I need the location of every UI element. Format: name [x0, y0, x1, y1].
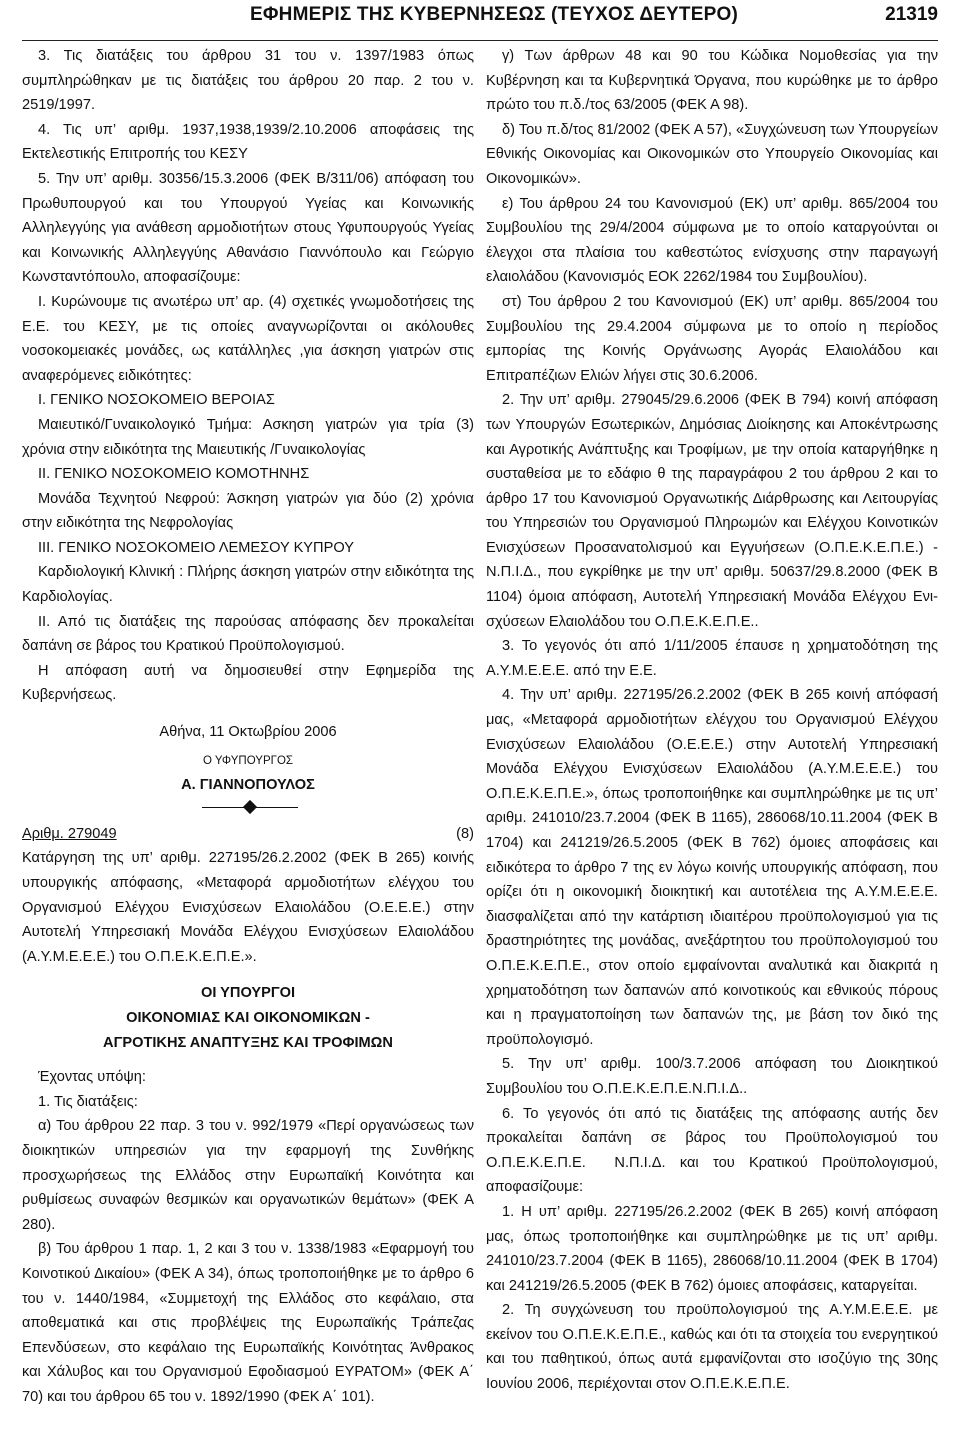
signature-name: Α. ΓΙΑΝΝΟΠΟΥΛΟΣ [181, 777, 315, 794]
signature-role: Ο ΥΦΥΠΟΥΡΓΟΣ [202, 754, 294, 767]
paragraph: 4. Την υπ’ αριθμ. 227195/26.2.2002 (ΦΕΚ Β 265 κοινή απόφασή μας, «Μεταφορά αρμοδιοτήτων ελέγχου του Οργανισμού Ελέγχου Ενισχύσεων Ελαιολάδου (Ο.Ε.Ε.Ε.) στην Αυτοτελή Υπηρεσιακή Μονάδα Ελέγχου Ενισχύσεων Ελαιολάδου (Α.Υ.Μ.Ε.Ε.Ε.) του Ο.Π.Ε.Κ.Ε.Π.Ε.», όπως τροποποιήθηκε και συμπληρώθηκε με τις υπ’ αριθμ. 241010/23.7.2004 (ΦΕΚ Β 1165), 286068/10.11.2004 (ΦΕΚ Β 1704) και 241219/26.5.2005 (ΦΕΚ Β 762) όμοιες αποφάσεις και ειδικότερα το άρθρο 7 της εν λόγω κοινής υπουργικής απόφαση, που ορίζει ότι η οικονομική διοικητική και αυτοτέλεια της Α.Υ.Μ.Ε.Ε.Ε. διασφαλίζεται από την κατάρτιση ιδιαιτέρου προϋπολογισμού για τις δραστηριότητες της μονάδας, ανεξάρτητου του προϋπολογισμού του Ο.Π.Ε.Κ.Ε.Π.Ε., στον οποίο εμφαίνονται αναλυτικά και διακριτά η χρηματοδότηση των δαπανών από κοινοτικούς και εθνικούς πόρους και η πραγματοποίηση των δαπανών της, με βάση τον δικό της προϋπολογισμό. [486, 687, 938, 1048]
ministers-heading-3: ΑΓΡΟΤΙΚΗΣ ΑΝΑΠΤΥΞΗΣ ΚΑΙ ΤΡΟΦΙΜΩΝ [103, 1034, 393, 1051]
hospital-heading: Ι. ΓΕΝΙΚΟ ΝΟΣΟΚΟΜΕΙΟ ΒΕΡΟΙΑΣ [38, 392, 275, 409]
paragraph: δ) Του π.δ/τος 81/2002 (ΦΕΚ Α 57), «Συγχώνευση των Υπουργείων Εθνικής Οικονομίας και Οικονομικών στο Υπουργείο Οικονομίας και Οικονομικών». [486, 121, 938, 187]
paragraph: Μαιευτικό/Γυναικολογικό Τμήμα: Ασκηση γιατρών για τρία (3) χρόνια στην ειδικότητα της Μαιευτικής /Γυναικολογίας [22, 416, 474, 458]
paragraph: 5. Την υπ’ αριθμ. 30356/15.3.2006 (ΦΕΚ Β/311/06) απόφαση του Πρωθυπουργού και του Υπουργού Υγείας και Κοινωνικής Αλληλεγγύης για ανάθεση αρμοδιοτήτων στους Υφυπουργούς Υγείας και Κοινωνικής Αλληλεγγύης Αθανάσιο Γιαννόπουλο και Γεώργιο Κωνσταντόπουλο, αποφασίζουμε: [22, 170, 474, 286]
paragraph: 1. Τις διατάξεις: [38, 1093, 138, 1110]
page-header [22, 0, 938, 41]
signature-place-date: Αθήνα, 11 Οκτωβρίου 2006 [159, 724, 337, 741]
considering: Έχοντας υπόψη: [38, 1069, 146, 1086]
paragraph: 1. Η υπ’ αριθμ. 227195/26.2.2002 (ΦΕΚ Β 265) κοινή απόφαση μας, όπως τροποποιήθηκε και συμπληρώθηκε με τις υπ’ αριθμ. 241010/23.7.2004 (ΦΕΚ Β 1165), 286068/10.11.2004 (ΦΕΚ Β 1704) και 241219/26.5.2005 (ΦΕΚ Β 762) όμοιες αποφάσεις, καταργείται. [486, 1203, 938, 1294]
paragraph: Ι. Κυρώνουμε τις ανωτέρω υπ’ αρ. (4) σχετικές γνωμοδοτήσεις της Ε.Ε. του ΚΕΣΥ, με τις οποίες αναγνωρίζονται οι ακόλουθες νοσοκομειακές μονάδες, ως κατάλληλες ,για άσκηση γιατρών στις αναφερόμενες ειδικότητες: [22, 293, 474, 384]
left-column [22, 44, 474, 1409]
paragraph: ΙΙ. Από τις διατάξεις της παρούσας απόφασης δεν προκαλείται δαπάνη σε βάρος του Κρατικού Προϋπολογισμού. [22, 613, 474, 655]
hospital-heading: ΙΙΙ. ΓΕΝΙΚΟ ΝΟΣΟΚΟΜΕΙΟ ΛΕΜΕΣΟΥ ΚΥΠΡΟΥ [38, 539, 354, 556]
diamond-icon [243, 800, 257, 814]
paragraph: 2. Την υπ’ αριθμ. 279045/29.6.2006 (ΦΕΚ Β 794) κοινή απόφαση των Υπουργών Εσωτερικών, Δημόσιας Διοίκησης και Αποκέντρωσης και Αγροτικής Ανάπτυξης και Τροφίμων, με την οποία καταργήθηκε η συσταθείσα με το εδάφιο θ της παραγράφου 2 του άρθρου 2 και το άρθρο 17 του Κανονισμού Οργανωτικής Διάρθρωσης και Λειτουργίας του Υπηρεσιών του Οργανισμού Πληρωμών και Ελέγχου Κοινοτικών Ενισχύσεων Προσανατολισμού και Εγγυήσεων (Ο.Π.Ε.Κ.Ε.Π.Ε.) Ν.Π.Ι.Δ., που εγκρίθηκε με την υπ’ αριθμ. 50637/29.8.2000 (ΦΕΚ Β 1104) όμοια απόφαση, Αυτοτελή Υπηρεσιακή Μονάδα Ελέγχου Ενισχύσεων Ελαιολάδου του Ο.Π.Ε.Κ.Ε.Π.Ε.. [486, 392, 938, 630]
paragraph: 2. Τη συγχώνευση του προϋπολογισμού της Α.Υ.Μ.Ε.Ε.Ε. με εκείνον του Ο.Π.Ε.Κ.Ε.Π.Ε., καθώς και ότι τα στοιχεία του ενεργητικού και του παθητικού, όπως αυτά εμφανίζονται στο ισοζύγιο της 30ης Ιουνίου 2006, περιέχονται στον Ο.Π.Ε.Κ.Ε.Π.Ε. [486, 1302, 938, 1393]
right-column [486, 44, 938, 1397]
page-number: 21319 [885, 4, 938, 25]
paragraph: Μονάδα Τεχνητού Νεφρού: Άσκηση γιατρών για δύο (2) χρόνια στην ειδικότητα της Νεφρολογίας [22, 490, 474, 532]
paragraph: 6. Το γεγονός ότι από τις διατάξεις της απόφασης αυτής δεν προκαλείται δαπάνη σε βάρος του Προϋπολογισμού του Ο.Π.Ε.Κ.Ε.Π.Ε. Ν.Π.Ι.Δ. και του Κρατικού Προϋπολογισμού, αποφασίζουμε: [486, 1105, 938, 1196]
paragraph: ε) Του άρθρου 24 του Κανονισμού (ΕΚ) υπ’ αριθμ. 865/2004 του Συμβουλίου της 29/4/2004 σύμφωνα με το οποίο καταργούνται οι έλεγχοι στα πλαίσια του καθεστώτος ενίσχυσης στην παραγωγή ελαιολάδου (Κανονισμός ΕΟΚ 2262/1984 του Συμβουλίου). [486, 195, 938, 286]
decision-title: Κατάργηση της υπ’ αριθμ. 227195/26.2.2002 (ΦΕΚ Β 265) κοινής υπουργικής απόφασης, «Μεταφορά αρμοδιοτήτων ελέγχου του Οργανισμού Ελέγχου Ενισχύσεων Ελαιολάδου (Ο.Ε.Ε.Ε.) στην Αυτοτελή Υπηρεσιακή Μονάδα Ελέγχου Ενισχύσεων Ελαιολάδου (Α.Υ.Μ.Ε.Ε.Ε.) του Ο.Π.Ε.Κ.Ε.Π.Ε.». [22, 850, 474, 965]
decision-seq: (8) [456, 825, 474, 842]
ministers-heading-1: ΟΙ ΥΠΟΥΡΓΟΙ [200, 985, 296, 1002]
hospital-heading: ΙΙ. ΓΕΝΙΚΟ ΝΟΣΟΚΟΜΕΙΟ ΚΟΜΟΤΗΝΗΣ [38, 466, 310, 483]
paragraph: Η απόφαση αυτή να δημοσιευθεί στην Εφημερίδα της Κυβερνήσεως. [22, 662, 474, 704]
paragraph: 4. Τις υπ’ αριθμ. 1937,1938,1939/2.10.2006 αποφάσεις της Εκτελεστικής Επιτροπής του ΚΕΣΥ [22, 121, 474, 163]
paragraph: 5. Την υπ’ αριθμ. 100/3.7.2006 απόφαση του Διοικητικού Συμβουλίου του Ο.Π.Ε.Κ.Ε.Π.Ε.Ν.Π.Ι.Δ.. [486, 1056, 938, 1097]
decision-number: Αριθμ. 279049 [22, 825, 117, 842]
ministers-heading-2: ΟΙΚΟΝΟΜΙΑΣ ΚΑΙ ΟΙΚΟΝΟΜΙΚΩΝ - [126, 1009, 370, 1026]
gazette-title: ΕΦΗΜΕΡΙΣ ΤΗΣ ΚΥΒΕΡΝΗΣΕΩΣ (ΤΕΥΧΟΣ ΔΕΥΤΕΡΟ) [250, 4, 738, 25]
paragraph: 3. Το γεγονός ότι από 1/11/2005 έπαυσε η χρηματοδότηση της Α.Υ.Μ.Ε.Ε.Ε. από την Ε.Ε. [486, 638, 938, 679]
paragraph: στ) Του άρθρου 2 του Κανονισμού (ΕΚ) υπ’ αριθμ. 865/2004 του Συμβουλίου της 29.4.2004 σύμφωνα με το οποίο η περίοδος εμπορίας της Κοινής Οργάνωσης Αγοράς Ελαιολάδου και Επιτραπέζιων Ελιών λήγει στις 30.6.2006. [486, 293, 938, 384]
paragraph: 3. Τις διατάξεις του άρθρου 31 του ν. 1397/1983 όπως συμπληρώθηκαν με τις διατάξεις του άρθρου 20 παρ. 2 του ν. 2519/1997. [22, 48, 474, 114]
paragraph: γ) Των άρθρων 48 και 90 του Κώδικα Νομοθεσίας για την Κυβέρνηση και τα Κυβερνητικά Όργανα, που κυρώθηκε με το άρθρο πρώτο του π.δ./τος 63/2005 (ΦΕΚ Α 98). [486, 48, 938, 114]
paragraph: β) Του άρθρου 1 παρ. 1, 2 και 3 του ν. 1338/1983 «Εφαρμογή του Κοινοτικού Δικαίου» (ΦΕΚ Α 34), όπως τροποποιήθηκε με το άρθρο 6 του ν. 1440/1984, «Συμμετοχή της Ελλάδος στο κεφάλαιο, στα αποθεματικά και στις προβλέψεις της Ευρωπαϊκής Τράπεζας Επενδύσεων, στο κεφάλαιο της Ευρωπαϊκής Κοινότητας Άνθρακος και Χάλυβος και του Οργανισμού Εφοδιασμού ΕΥΡΑΤΟΜ» (ΦΕΚ Α΄ 70) και του άρθρου 65 του ν. 1892/1990 (ΦΕΚ Α΄ 101). [22, 1241, 474, 1405]
decision-number-row [22, 822, 474, 847]
paragraph: Καρδιολογική Κλινική : Πλήρης άσκηση γιατρών στην ειδικότητα της Καρδιολογίας. [22, 564, 474, 606]
separator-ornament [22, 798, 474, 818]
paragraph: α) Του άρθρου 22 παρ. 3 του ν. 992/1979 «Περί οργανώσεως των διοικητικών υπηρεσιών για την εφαρμογή της Συνθήκης προσχωρήσεως της Ελλάδος στην Ευρωπαϊκή Κοινότητα και ρυθμίσεως συναφών θεσμικών και οργανωτικών θεμάτων» (ΦΕΚ Α 280). [22, 1118, 474, 1233]
